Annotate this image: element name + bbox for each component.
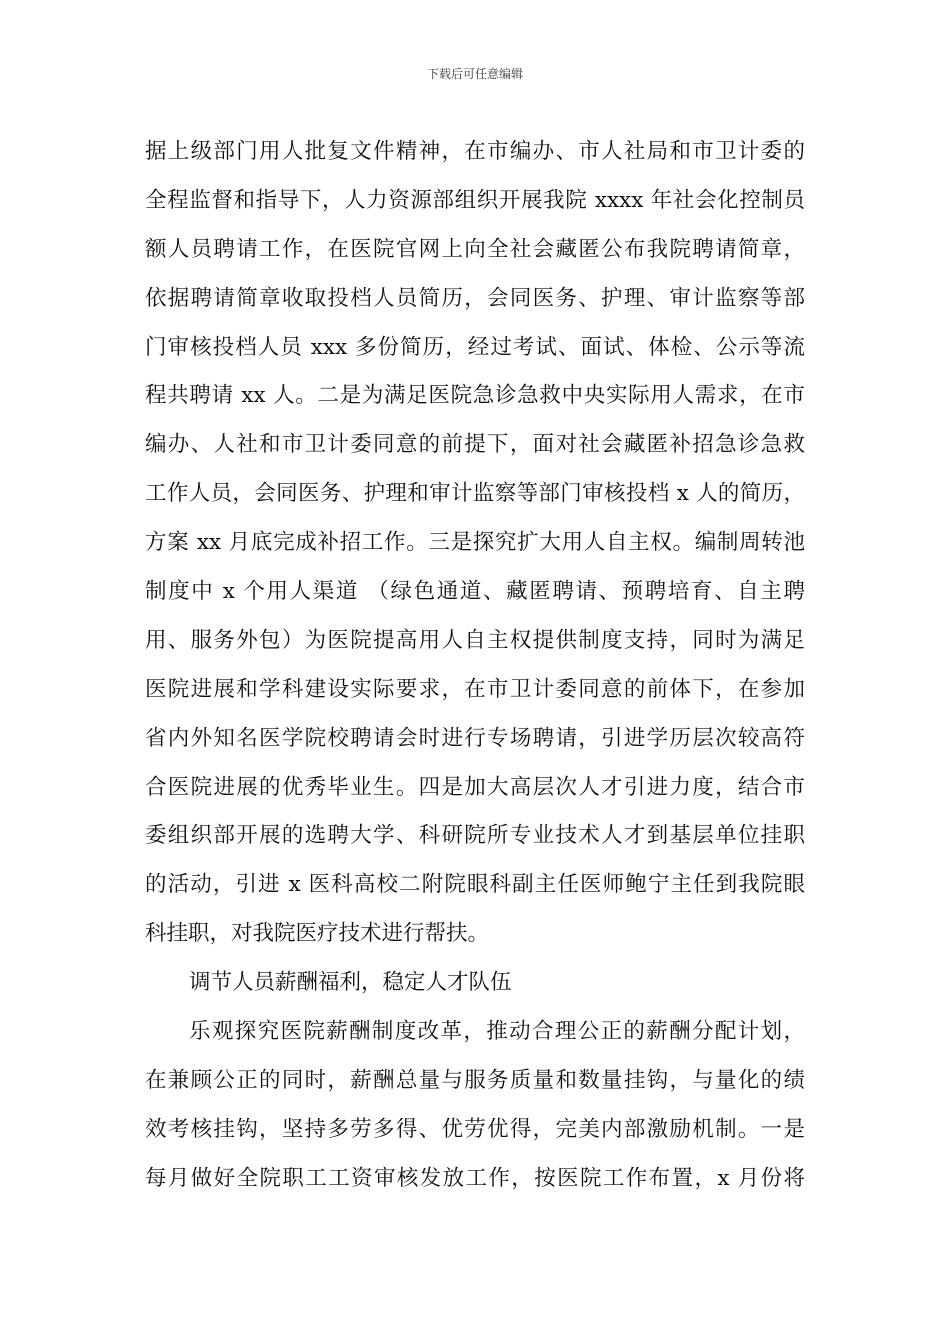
text-line: 乐观探究医院薪酬制度改革，推动合理公正的薪酬分配计划， bbox=[189, 1019, 805, 1045]
text-line: 额人员聘请工作，在医院官网上向全社会藏匿公布我院聘请简章， bbox=[145, 236, 805, 262]
text-line: 的活动，引进 x 医科高校二附院眼科副主任医师鲍宁主任到我院眼 bbox=[145, 872, 805, 898]
text-line: 调节人员薪酬福利，稳定人才队伍 bbox=[189, 970, 512, 996]
page-header: 下载后可任意编辑 bbox=[426, 67, 523, 81]
text-line: 省内外知名医学院校聘请会时进行专场聘请，引进学历层次较高符 bbox=[145, 725, 805, 751]
text-line: 用、服务外包）为医院提高用人自主权提供制度支持，同时为满足 bbox=[145, 627, 805, 653]
text-line: 每月做好全院职工工资审核发放工作，按医院工作布置，x 月份将 bbox=[145, 1165, 805, 1191]
text-line: 门审核投档人员 xxx 多份简历，经过考试、面试、体检、公示等流 bbox=[145, 334, 805, 360]
document-body bbox=[145, 128, 805, 1204]
text-line: 合医院进展的优秀毕业生。四是加大高层次人才引进力度，结合市 bbox=[145, 774, 805, 800]
text-line: 据上级部门用人批复文件精神，在市编办、市人社局和市卫计委的 bbox=[145, 139, 805, 164]
text-line: 程共聘请 xx 人。二是为满足医院急诊急救中央实际用人需求，在市 bbox=[145, 383, 805, 409]
text-line: 委组织部开展的选聘大学、科研院所专业技术人才到基层单位挂职 bbox=[145, 823, 805, 849]
text-line: 方案 xx 月底完成补招工作。三是探究扩大用人自主权。编制周转池 bbox=[145, 530, 805, 556]
text-line: 工作人员，会同医务、护理和审计监察等部门审核投档 x 人的简历， bbox=[145, 481, 805, 507]
text-line: 科挂职，对我院医疗技术进行帮扶。 bbox=[145, 921, 490, 947]
text-line: 编办、人社和市卫计委同意的前提下，面对社会藏匿补招急诊急救 bbox=[145, 432, 805, 458]
text-line: 全程监督和指导下，人力资源部组织开展我院 xxxx 年社会化控制员 bbox=[145, 187, 805, 213]
text-line: 效考核挂钩，坚持多劳多得、优劳优得，完美内部激励机制。一是 bbox=[145, 1116, 805, 1142]
text-line: 医院进展和学科建设实际要求，在市卫计委同意的前体下，在参加 bbox=[145, 676, 805, 702]
text-line: 制度中 x 个用人渠道 （绿色通道、藏匿聘请、预聘培育、自主聘 bbox=[145, 579, 805, 605]
text-line: 依据聘请简章收取投档人员简历，会同医务、护理、审计监察等部 bbox=[145, 285, 805, 311]
text-line: 在兼顾公正的同时，薪酬总量与服务质量和数量挂钩，与量化的绩 bbox=[145, 1067, 805, 1093]
